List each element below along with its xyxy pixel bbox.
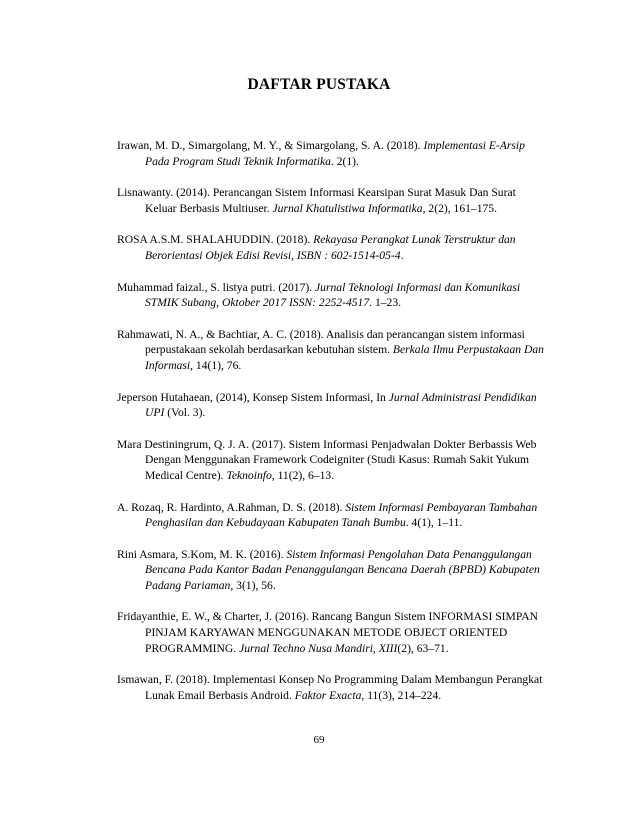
reference-text: Irawan, M. D., Simargolang, M. Y., & Simargolang, S. A. (2018).: [117, 139, 424, 152]
reference-details: (2), 63–71.: [397, 641, 449, 655]
reference-item: [117, 280, 545, 311]
reference-details: .: [400, 248, 404, 262]
reference-italic-title: Jurnal Administrasi Pendidikan UPI: [145, 390, 537, 420]
reference-item: [117, 185, 545, 216]
reference-italic-title: Teknoinfo: [226, 468, 272, 482]
reference-details: , 2(2), 161–175.: [422, 201, 497, 215]
reference-details: , 11(3), 214–224.: [361, 688, 442, 702]
reference-details: , 3(1), 56.: [230, 578, 276, 592]
reference-item: [117, 437, 545, 484]
reference-text: Rini Asmara, S.Kom, M. K. (2016).: [117, 547, 287, 561]
reference-details: . 2(1).: [330, 154, 359, 168]
reference-list: [117, 138, 545, 719]
reference-text: Muhammad faizal., S. listya putri. (2017).: [117, 280, 316, 294]
reference-italic-title: Faktor Exacta: [294, 688, 362, 702]
reference-item: [117, 500, 545, 531]
reference-text: Mara Destiningrum, Q. J. A. (2017). Sistem Informasi Penjadwalan Dokter Berbassis Web Dengan Menggunakan Framework Codeigniter (Studi Kasus: Rumah Sakit Yukum Medical Centre).: [117, 437, 537, 482]
reference-text: Ismawan, F. (2018). Implementasi Konsep No Programming Dalam Membangun Perangkat Lunak Email Berbasis Android.: [117, 673, 543, 702]
reference-details: (Vol. 3).: [164, 406, 206, 420]
reference-details: , 11(2), 6–13.: [271, 468, 335, 482]
reference-italic-title: Sistem Informasi Pembayaran Tambahan Penghasilan dan Kebudayaan Kabupaten Tanah Bumbu: [145, 500, 538, 530]
reference-text: Lisnawanty. (2014). Perancangan Sistem Informasi Kearsipan Surat Masuk Dan Surat Keluar Berbasis Multiuser.: [117, 186, 516, 215]
reference-text: ROSA A.S.M. SHALAHUDDIN. (2018).: [117, 233, 314, 247]
reference-item: [117, 547, 545, 594]
reference-text: Rahmawati, N. A., & Bachtiar, A. C. (2018). Analisis dan perancangan sistem informasi perpustakaan sekolah berdasarkan kebutuhan sistem.: [117, 327, 525, 357]
reference-italic-title: Sistem Informasi Pengolahan Data Penanggulangan Bencana Pada Kantor Badan Penanggulangan Bencana Daerah (BPBD) Kabupaten Padang Pariaman: [145, 547, 540, 592]
reference-item: [117, 232, 545, 263]
reference-details: . 1–23.: [369, 296, 402, 310]
reference-details: , 14(1), 76.: [190, 358, 242, 372]
reference-text: A. Rozaq, R. Hardinto, A.Rahman, D. S. (2018).: [117, 500, 346, 514]
reference-item: [117, 609, 545, 656]
reference-item: [117, 138, 545, 169]
reference-italic-title: Rekayasa Perangkat Lunak Terstruktur dan Berorientasi Objek Edisi Revisi, ISBN : 602-1514-05-4: [145, 233, 516, 262]
reference-details: . 4(1), 1–11.: [405, 516, 463, 530]
reference-text: Jeperson Hutahaean, (2014), Konsep Sistem Informasi, In: [117, 390, 389, 404]
reference-italic-title: Jurnal Teknologi Informasi dan Komunikasi STMIK Subang, Oktober 2017 ISSN: 2252-4517: [145, 280, 521, 310]
reference-item: [117, 327, 545, 374]
reference-italic-title: Berkala Ilmu Perpustakaan Dan Informasi: [145, 343, 544, 372]
page-title: DAFTAR PUSTAKA: [247, 76, 391, 93]
reference-italic-title: Implementasi E-Arsip Pada Program Studi Teknik Informatika: [145, 139, 525, 168]
reference-item: [117, 672, 545, 703]
reference-item: [117, 390, 545, 421]
reference-italic-title: Jurnal Khatulistiwa Informatika: [272, 201, 423, 215]
reference-italic-title: Jurnal Techno Nusa Mandiri, XIII: [239, 641, 398, 655]
page-number: 69: [313, 734, 325, 746]
reference-text: Fridayanthie, E. W., & Charter, J. (2016). Rancang Bangun Sistem INFORMASI SIMPAN PINJAM KARYAWAN MENGGUNAKAN METODE OBJECT ORIENTED PROGRAMMING.: [117, 610, 538, 655]
